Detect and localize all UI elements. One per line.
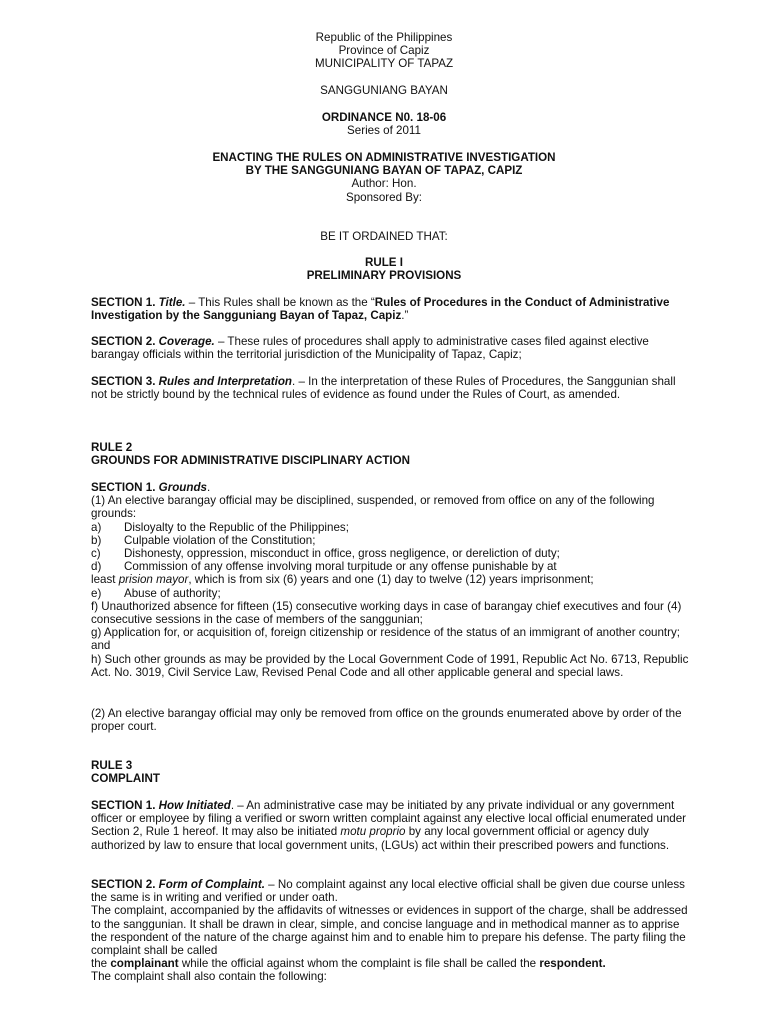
rule1-heading bbox=[0, 256, 768, 282]
rule2-section1 bbox=[91, 481, 691, 679]
ordinance-author: Author: Hon. bbox=[351, 177, 417, 191]
section-text: . – In the interpretation of these Rules of Procedures, the Sanggunian shall not be strictly bound by the technical rules of evidence as found under the Rules of Court, as amended. bbox=[91, 375, 676, 402]
document-header bbox=[0, 31, 768, 71]
rule2-heading bbox=[91, 441, 691, 467]
section-label: SECTION 1. bbox=[91, 296, 156, 309]
section-label: SECTION 2. bbox=[91, 878, 156, 891]
rule2-number: RULE 2 bbox=[91, 441, 133, 454]
list-item-text: Abuse of authority; bbox=[124, 586, 221, 600]
ordinance-title-block bbox=[0, 151, 768, 204]
list-item bbox=[91, 534, 691, 547]
parties-text-start: the bbox=[91, 957, 111, 971]
section-title: Rules and Interpretation bbox=[158, 375, 293, 388]
list-item bbox=[91, 521, 691, 534]
section-text: – This Rules shall be known as the “ bbox=[185, 296, 375, 309]
rule1-number: RULE I bbox=[364, 256, 403, 269]
section-dot: . bbox=[206, 481, 211, 494]
section-title: Form of Complaint. bbox=[158, 878, 265, 891]
section-text-end: by any local government official or agency duly authorized by law to ensure that local government units, (LGUs) act within their prescribed powers and functions. bbox=[91, 825, 670, 852]
list-item-h: h) Such other grounds as may be provided by the Local Government Code of 1991, Republic Act No. 6713, Republic Act. No. 3019, Civil Service Law, Revised Penal Code and all other applicable general and special laws. bbox=[91, 652, 689, 679]
list-item-label: c) bbox=[91, 547, 101, 561]
section-title: How Initiated bbox=[158, 799, 231, 812]
section-text: – These rules of procedures shall apply to administrative cases filed against elective barangay officials within the territorial jurisdiction of the Municipality of Tapaz, Capiz; bbox=[91, 335, 649, 362]
section-text-end: .” bbox=[401, 309, 409, 323]
complaint-parties bbox=[91, 957, 691, 970]
grounds-paragraph-1: (1) An elective barangay official may be disciplined, suspended, or removed from office on any of the following grounds: bbox=[91, 494, 655, 521]
list-item-label: e) bbox=[91, 586, 102, 600]
section-title: Coverage. bbox=[158, 335, 215, 348]
grounds-paragraph-2: (2) An elective barangay official may only be removed from office on the grounds enumerated above by order of the proper court. bbox=[91, 707, 682, 734]
list-item-text: Culpable violation of the Constitution; bbox=[124, 533, 316, 547]
list-item-text: Commission of any offense involving moral turpitude or any offense punishable by at bbox=[124, 560, 557, 574]
list-item-text: Disloyalty to the Republic of the Philippines; bbox=[124, 520, 349, 534]
list-item bbox=[91, 547, 691, 560]
section-label: SECTION 1. bbox=[91, 481, 156, 494]
rules-name: Rules of Procedures in the Conduct of Administrative Investigation by the Sangguniang Bayan of Tapaz, Capiz bbox=[91, 296, 670, 323]
header-republic: Republic of the Philippines bbox=[315, 31, 453, 44]
header-municipality: MUNICIPALITY OF TAPAZ bbox=[314, 57, 454, 71]
rule3-title: COMPLAINT bbox=[91, 772, 160, 786]
continuation-start: least bbox=[91, 573, 119, 587]
section-label: SECTION 3. bbox=[91, 375, 156, 388]
ordinance-sponsor: Sponsored By: bbox=[345, 190, 423, 204]
ordinance-number: ORDINANCE N0. 18-06 bbox=[321, 111, 447, 124]
complaint-paragraph: The complaint, accompanied by the affidavits of witnesses or evidences in support of the charge, shall be addressed to the sanggunian. It shall be drawn in clear, simple, and concise language and in methodical manner as to apprise the respondent of the nature of the charge against him and to enable him to prepare his defense. The party filing the complaint shall be called bbox=[91, 904, 688, 958]
list-item bbox=[91, 587, 691, 600]
ordinance-number-block bbox=[0, 111, 768, 137]
header-body: SANGGUNIANG BAYAN bbox=[320, 84, 448, 97]
ordained-line: BE IT ORDAINED THAT: bbox=[320, 230, 448, 243]
list-item-label: d) bbox=[91, 560, 102, 574]
list-item bbox=[91, 560, 691, 573]
complainant-term: complainant bbox=[110, 957, 179, 971]
rule1-section1 bbox=[91, 296, 691, 322]
section-label: SECTION 2. bbox=[91, 335, 156, 348]
header-province: Province of Capiz bbox=[338, 44, 430, 58]
list-item-g: g) Application for, or acquisition of, foreign citizenship or residence of the status of an immigrant of another country; and bbox=[91, 626, 681, 653]
ordinance-series: Series of 2011 bbox=[347, 124, 421, 138]
list-item-label: b) bbox=[91, 533, 102, 547]
section-label: SECTION 1. bbox=[91, 799, 156, 812]
section-text: – No complaint against any local elective official shall be given due course unless the same is in writing and verified or under oath. bbox=[91, 878, 685, 905]
rule1-section2 bbox=[91, 335, 691, 361]
ordinance-title-line1: ENACTING THE RULES ON ADMINISTRATIVE INVESTIGATION bbox=[212, 151, 556, 164]
list-item-text: Dishonesty, oppression, misconduct in office, gross negligence, or dereliction of duty; bbox=[124, 547, 560, 561]
respondent-term: respondent. bbox=[539, 957, 606, 971]
complaint-contents-intro: The complaint shall also contain the following: bbox=[91, 970, 327, 984]
list-item-continuation bbox=[91, 573, 691, 586]
rule3-section2 bbox=[91, 878, 691, 984]
list-item-f: f) Unauthorized absence for fifteen (15) consecutive working days in case of barangay chief executives and four (4) consecutive sessions in the case of members of the sanggunian; bbox=[91, 599, 682, 627]
rule3-section1 bbox=[91, 799, 691, 852]
section-text: . – An administrative case may be initiated by any private individual or any government officer or employee by filing a verified or sworn written complaint against any elective local official enumerated under Section 2, Rule 1 hereof. It may also be initiated bbox=[91, 799, 687, 839]
rule3-heading bbox=[91, 759, 691, 785]
motu-proprio-term: motu proprio bbox=[340, 825, 406, 839]
ordinance-title-line2: BY THE SANGGUNIANG BAYAN OF TAPAZ, CAPIZ bbox=[245, 164, 523, 178]
section-title: Title. bbox=[158, 296, 186, 309]
rule2-title: GROUNDS FOR ADMINISTRATIVE DISCIPLINARY ACTION bbox=[91, 454, 411, 468]
prision-mayor-term: prision mayor bbox=[118, 573, 189, 587]
rule1-section3 bbox=[91, 375, 691, 401]
rule1-title: PRELIMINARY PROVISIONS bbox=[306, 269, 462, 283]
continuation-end: , which is from six (6) years and one (1) day to twelve (12) years imprisonment; bbox=[188, 573, 594, 587]
section-title: Grounds bbox=[158, 481, 207, 494]
rule3-number: RULE 3 bbox=[91, 759, 133, 772]
list-item-label: a) bbox=[91, 520, 102, 534]
parties-text-middle: while the official against whom the complaint is file shall be called the bbox=[178, 957, 540, 971]
